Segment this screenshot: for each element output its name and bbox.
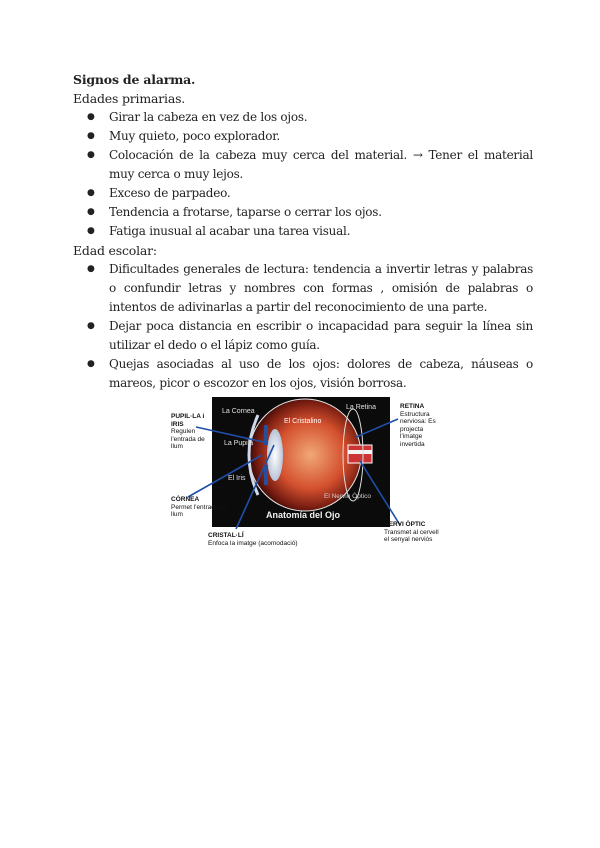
label-cristalino: El Cristalino: [284, 418, 322, 425]
list-item: ● Quejas asociadas al uso de los ojos: dolores de cabeza, náuseas o mareos, picor o escozor en los ojos, visión borrosa.: [73, 355, 533, 393]
eye-anatomy-figure: [170, 397, 445, 557]
figure-caption: Anatomía del Ojo: [266, 510, 341, 520]
section-label-primary: Edades primarias.: [73, 91, 186, 106]
label-iris: El Iris: [228, 475, 246, 482]
list-item: ● Exceso de parpadeo.: [73, 184, 533, 203]
page-title: Signos de alarma.: [73, 72, 196, 87]
annotation-cornea-text: Permet l'entrada de llum: [171, 503, 228, 518]
annotation-nervi-text: Transmet al cervell el senyal nerviós: [384, 528, 439, 543]
annotation-pupil-text: Regulen l'entrada de llum: [171, 428, 205, 450]
section-label-school: Edad escolar:: [73, 243, 157, 258]
annotation-retina-title: RETINA: [400, 403, 425, 410]
annotation-nervi-title: NERVI ÒPTIC: [384, 521, 426, 528]
annotation-pupil: [171, 413, 215, 451]
label-pupila: La Pupila: [224, 440, 254, 447]
optic-nerve-band: [348, 450, 372, 454]
annotation-cornea-title: CÒRNEA: [171, 496, 200, 503]
annotation-cristal-text: Enfoca la imatge (acomodació): [208, 539, 298, 547]
annotation-cornea: [171, 496, 231, 519]
list-school: [73, 260, 533, 393]
list-item: ● Fatiga inusual al acabar una tarea visual.: [73, 222, 533, 241]
list-item: ● Tendencia a frotarse, taparse o cerrar los ojos.: [73, 203, 533, 222]
list-item: ● Girar la cabeza en vez de los ojos.: [73, 108, 533, 127]
list-item: ● Muy quieto, poco explorador.: [73, 127, 533, 146]
label-retina: La Retina: [346, 404, 376, 411]
list-item: ● Dejar poca distancia en escribir o incapacidad para seguir la línea sin utilizar el dedo o el lápiz como guía.: [73, 317, 533, 355]
annotation-pupil-title: PUPIL·LA i IRIS: [171, 413, 205, 428]
document-body: [73, 70, 533, 393]
annotation-retina: [400, 403, 446, 448]
annotation-retina-text: Estructura nerviosa: Es projecta l'imatge invertida: [400, 410, 436, 448]
label-cornea: La Cornea: [222, 408, 255, 415]
list-item: ● Colocación de la cabeza muy cerca del material. → Tener el material muy cerca o muy lejos.: [73, 146, 533, 184]
list-primary: [73, 108, 533, 241]
annotation-cristal: [208, 532, 328, 547]
annotation-cristal-title: CRISTAL·LÍ: [208, 532, 244, 539]
annotation-nervi: [384, 521, 444, 544]
list-item: ● Dificultades generales de lectura: tendencia a invertir letras y palabras o confundir letras y nombres con formas , omisión de palabras o intentos de adivinarlas a partir del reconocimiento de una parte.: [73, 260, 533, 317]
label-nervio: El Nervio Óptico: [324, 493, 371, 500]
